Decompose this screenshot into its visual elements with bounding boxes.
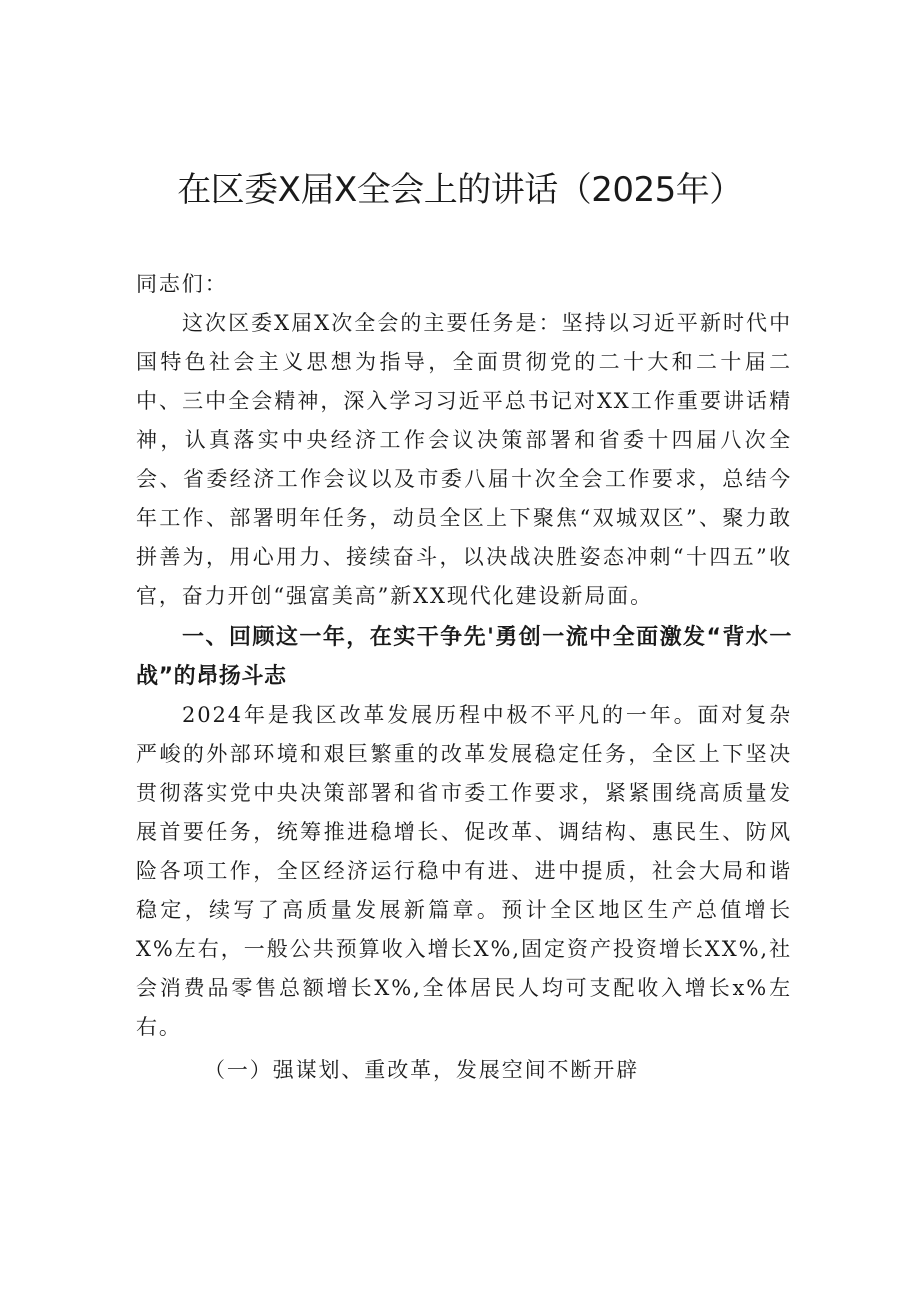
subsection-heading-1: （一）强谋划、重改革，发展空间不断开辟 <box>204 1058 640 1082</box>
document-title: 在区委X届X全会上的讲话（2025年） <box>177 170 743 210</box>
salutation: 同志们： <box>136 272 228 296</box>
document-body <box>136 265 792 1090</box>
paragraph-intro: 这次区委X届X次全会的主要任务是：坚持以习近平新时代中国特色社会主义思想为指导，全面贯彻党的二十大和二十届二中、三中全会精神，深入学习习近平总书记对XX工作重要讲话精神，认真落实中央经济工作会议决策部署和省委十四届八次全会、省委经济工作会议以及市委八届十次全会工作要求，总结今年工作、部署明年任务，动员全区上下聚焦“双城双区”、聚力敢拼善为，用心用力、接续奋斗，以决战决胜姿态冲刺“十四五”收官，奋力开创“强富美高”新XX现代化建设新局面。 <box>136 311 792 608</box>
paragraph-review: 2024年是我区改革发展历程中极不平凡的一年。面对复杂严峻的外部环境和艰巨繁重的改革发展稳定任务，全区上下坚决贯彻落实党中央决策部署和省市委工作要求，紧紧围绕高质量发展首要任务，统筹推进稳增长、促改革、调结构、惠民生、防风险各项工作，全区经济运行稳中有进、进中提质，社会大局和谐稳定，续写了高质量发展新篇章。预计全区地区生产总值增长X%左右，一般公共预算收入增长X%,固定资产投资增长XX%,社会消费品零售总额增长X%,全体居民人均可支配收入增长x%左右。 <box>136 703 792 1039</box>
section-heading-1: 一、回顾这一年，在实干争先'勇创一流中全面激发“背水一战”的昂扬斗志 <box>136 625 792 689</box>
